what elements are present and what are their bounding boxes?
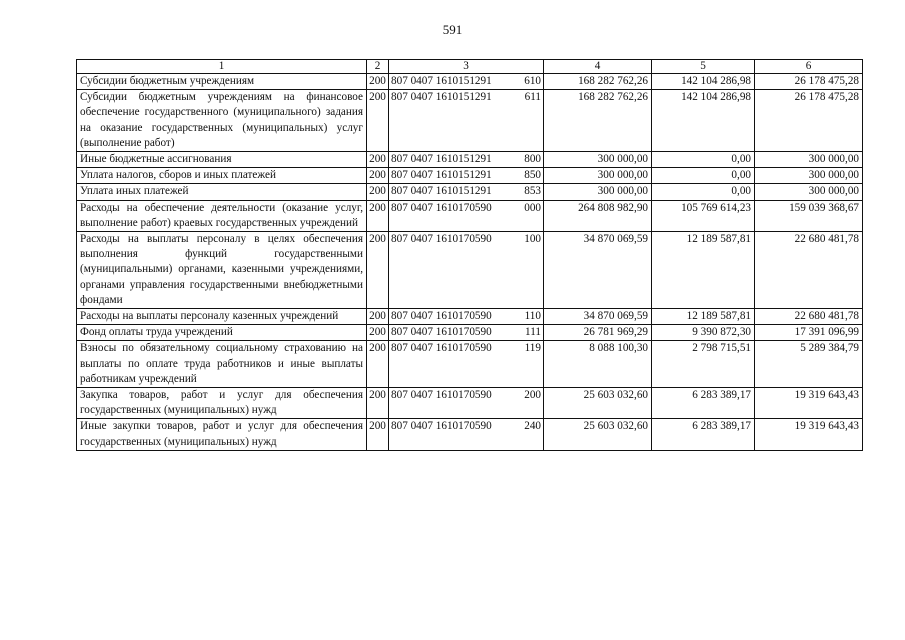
row-name: Взносы по обязательному социальному страхованию на выплаты по оплате труда работников и иные выплаты работникам учреждений <box>77 341 367 388</box>
row-value-4: 34 870 069,59 <box>544 309 652 325</box>
row-admin-code: 200 <box>367 232 389 309</box>
row-classification-code <box>389 200 544 231</box>
row-value-5: 2 798 715,51 <box>652 341 755 388</box>
table-row <box>77 232 863 309</box>
row-value-4: 168 282 762,26 <box>544 74 652 90</box>
table-row <box>77 388 863 419</box>
column-header-3: 3 <box>389 60 544 74</box>
row-name: Субсидии бюджетным учреждениям на финансовое обеспечение государственного (муниципального) задания на оказание государственных (муниципальных) услуг (выполнение работ) <box>77 90 367 152</box>
row-code-vr: 110 <box>524 310 541 323</box>
row-name: Расходы на выплаты персоналу казенных учреждений <box>77 309 367 325</box>
table-row <box>77 168 863 184</box>
row-value-5: 0,00 <box>652 152 755 168</box>
row-code-main: 807 0407 1610170590 <box>391 420 492 433</box>
column-header-5: 5 <box>652 60 755 74</box>
row-classification-code <box>389 388 544 419</box>
row-name: Уплата иных платежей <box>77 184 367 200</box>
row-code-vr: 119 <box>524 342 541 355</box>
row-name: Закупка товаров, работ и услуг для обеспечения государственных (муниципальных) нужд <box>77 388 367 419</box>
row-name: Субсидии бюджетным учреждениям <box>77 74 367 90</box>
row-classification-code <box>389 168 544 184</box>
row-value-5: 9 390 872,30 <box>652 325 755 341</box>
row-value-4: 300 000,00 <box>544 168 652 184</box>
row-value-4: 25 603 032,60 <box>544 419 652 450</box>
column-header-4: 4 <box>544 60 652 74</box>
row-code-vr: 850 <box>524 169 541 182</box>
row-admin-code: 200 <box>367 325 389 341</box>
row-value-4: 300 000,00 <box>544 152 652 168</box>
row-classification-code <box>389 419 544 450</box>
row-classification-code <box>389 184 544 200</box>
row-admin-code: 200 <box>367 90 389 152</box>
page-number: 591 <box>442 22 463 37</box>
row-value-5: 0,00 <box>652 168 755 184</box>
row-code-main: 807 0407 1610170590 <box>391 326 492 339</box>
row-value-4: 300 000,00 <box>544 184 652 200</box>
row-value-5: 6 283 389,17 <box>652 388 755 419</box>
row-code-main: 807 0407 1610170590 <box>391 342 492 355</box>
table-row <box>77 74 863 90</box>
row-code-main: 807 0407 1610170590 <box>391 310 492 323</box>
row-code-main: 807 0407 1610170590 <box>391 233 492 246</box>
row-value-6: 22 680 481,78 <box>755 232 863 309</box>
row-code-vr: 100 <box>524 233 541 246</box>
row-name: Уплата налогов, сборов и иных платежей <box>77 168 367 184</box>
row-value-6: 19 319 643,43 <box>755 388 863 419</box>
row-code-vr: 200 <box>524 389 541 402</box>
row-value-6: 5 289 384,79 <box>755 341 863 388</box>
row-value-4: 168 282 762,26 <box>544 90 652 152</box>
row-admin-code: 200 <box>367 388 389 419</box>
row-value-5: 6 283 389,17 <box>652 419 755 450</box>
row-value-6: 300 000,00 <box>755 152 863 168</box>
row-code-main: 807 0407 1610151291 <box>391 169 492 182</box>
row-classification-code <box>389 325 544 341</box>
row-value-4: 8 088 100,30 <box>544 341 652 388</box>
column-header-6: 6 <box>755 60 863 74</box>
row-name: Расходы на обеспечение деятельности (оказание услуг, выполнение работ) краевых государственных учреждений <box>77 200 367 231</box>
row-code-main: 807 0407 1610170590 <box>391 389 492 402</box>
row-code-vr: 800 <box>524 153 541 166</box>
table-row <box>77 200 863 231</box>
row-value-6: 26 178 475,28 <box>755 90 863 152</box>
row-value-4: 264 808 982,90 <box>544 200 652 231</box>
row-code-main: 807 0407 1610170590 <box>391 201 492 214</box>
row-value-5: 12 189 587,81 <box>652 309 755 325</box>
row-code-vr: 611 <box>524 91 541 104</box>
column-header-1: 1 <box>77 60 367 74</box>
row-code-vr: 000 <box>524 201 541 214</box>
row-code-main: 807 0407 1610151291 <box>391 75 492 87</box>
row-value-6: 159 039 368,67 <box>755 200 863 231</box>
row-classification-code <box>389 309 544 325</box>
row-value-5: 0,00 <box>652 184 755 200</box>
row-value-5: 142 104 286,98 <box>652 74 755 90</box>
row-admin-code: 200 <box>367 341 389 388</box>
row-value-6: 19 319 643,43 <box>755 419 863 450</box>
table-row <box>77 90 863 152</box>
row-value-5: 142 104 286,98 <box>652 90 755 152</box>
row-admin-code: 200 <box>367 419 389 450</box>
table-row <box>77 152 863 168</box>
row-classification-code <box>389 232 544 309</box>
row-admin-code: 200 <box>367 200 389 231</box>
column-header-2: 2 <box>367 60 389 74</box>
row-code-vr: 240 <box>524 420 541 433</box>
row-name: Иные бюджетные ассигнования <box>77 152 367 168</box>
table-header-row <box>77 60 863 74</box>
row-code-vr: 610 <box>524 75 541 87</box>
row-name: Расходы на выплаты персоналу в целях обеспечения выполнения функций государственными (муниципальными) органами, казенными учреждениями, органами управления государственными внебюджетными фондами <box>77 232 367 309</box>
row-name: Иные закупки товаров, работ и услуг для обеспечения государственных (муниципальных) нужд <box>77 419 367 450</box>
row-value-6: 300 000,00 <box>755 184 863 200</box>
row-admin-code: 200 <box>367 184 389 200</box>
row-code-vr: 111 <box>525 326 541 339</box>
row-admin-code: 200 <box>367 309 389 325</box>
table-row <box>77 419 863 450</box>
row-admin-code: 200 <box>367 152 389 168</box>
row-code-vr: 853 <box>524 185 541 198</box>
row-value-6: 22 680 481,78 <box>755 309 863 325</box>
budget-table <box>76 59 863 451</box>
table-row <box>77 184 863 200</box>
row-classification-code <box>389 74 544 90</box>
row-admin-code: 200 <box>367 74 389 90</box>
row-name: Фонд оплаты труда учреждений <box>77 325 367 341</box>
row-code-main: 807 0407 1610151291 <box>391 153 492 166</box>
row-classification-code <box>389 90 544 152</box>
table-row <box>77 341 863 388</box>
row-value-5: 105 769 614,23 <box>652 200 755 231</box>
row-value-4: 26 781 969,29 <box>544 325 652 341</box>
row-value-6: 17 391 096,99 <box>755 325 863 341</box>
row-admin-code: 200 <box>367 168 389 184</box>
row-code-main: 807 0407 1610151291 <box>391 185 492 198</box>
row-value-5: 12 189 587,81 <box>652 232 755 309</box>
table-row <box>77 309 863 325</box>
row-value-6: 300 000,00 <box>755 168 863 184</box>
row-value-4: 34 870 069,59 <box>544 232 652 309</box>
row-value-6: 26 178 475,28 <box>755 74 863 90</box>
row-classification-code <box>389 152 544 168</box>
row-value-4: 25 603 032,60 <box>544 388 652 419</box>
row-code-main: 807 0407 1610151291 <box>391 91 492 104</box>
row-classification-code <box>389 341 544 388</box>
table-row <box>77 325 863 341</box>
